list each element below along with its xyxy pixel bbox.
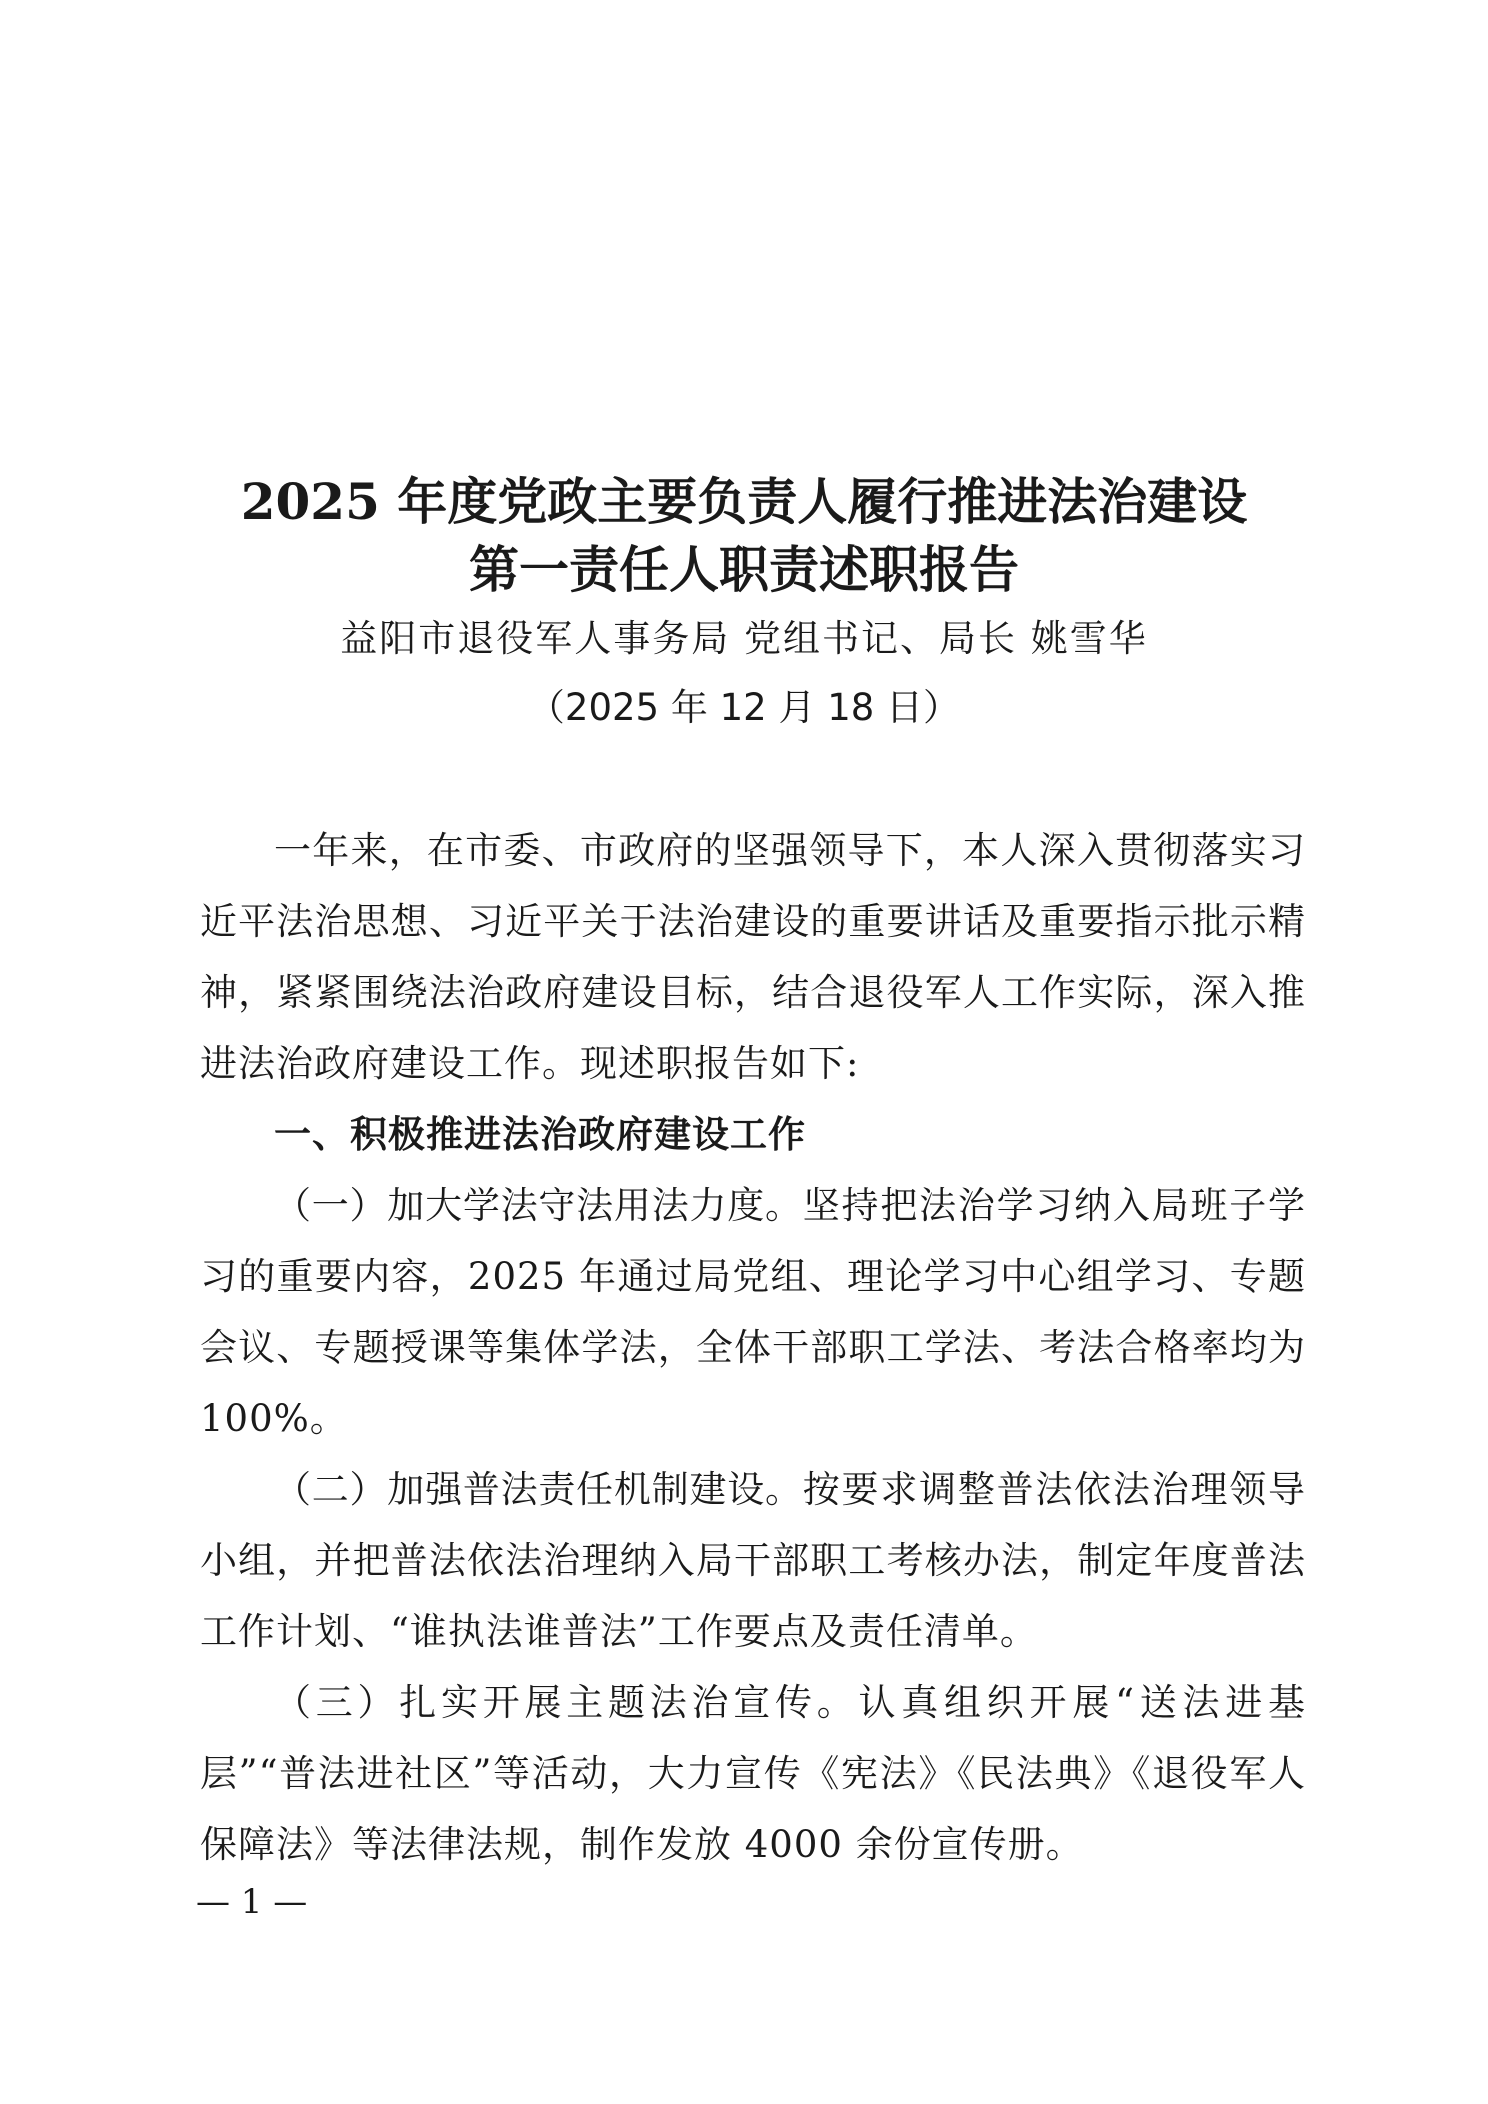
item-paragraph-1 — [200, 1170, 1306, 1454]
section-heading-1: 一、积极推进法治政府建设工作 — [274, 1113, 806, 1156]
item-text-2: 按要求调整普法依法治理领导小组，并把普法依法治理纳入局干部职工考核办法，制定年度普法工作计划、“谁执法谁普法”工作要点及责任清单。 — [200, 1468, 1307, 1653]
item-lead-1: （一）加大学法守法用法力度。 — [274, 1184, 803, 1227]
item-text-3: 认真组织开展“送法进基层”“普法进社区”等活动，大力宣传《宪法》《民法典》《退役军人保障法》等法律法规，制作发放 4000 余份宣传册。 — [200, 1681, 1306, 1866]
document-title-line-2: 第一责任人职责述职报告 — [469, 540, 1019, 599]
report-body — [200, 815, 1306, 1880]
item-text-1: 坚持把法治学习纳入局班子学习的重要内容，2025 年通过局党组、理论学习中心组学习、专题会议、专题授课等集体学法，全体干部职工学法、考法合格率均为 100%。 — [200, 1184, 1307, 1440]
item-paragraph-3 — [200, 1667, 1306, 1880]
document-title-line-1: 2025 年度党政主要负责人履行推进法治建设 — [240, 472, 1248, 531]
report-date: （2025 年 12 月 18 日） — [527, 686, 961, 729]
intro-paragraph: 一年来，在市委、市政府的坚强领导下，本人深入贯彻落实习近平法治思想、习近平关于法治建设的重要讲话及重要指示批示精神，紧紧围绕法治政府建设目标，结合退役军人工作实际，深入推进法治政府建设工作。现述职报告如下: — [200, 829, 1306, 1085]
item-lead-3: （三）扎实开展主题法治宣传。 — [274, 1681, 859, 1724]
author-line: 益阳市退役军人事务局 党组书记、局长 姚雪华 — [340, 617, 1148, 660]
page-number: — 1 — — [196, 1882, 308, 1922]
item-paragraph-2 — [200, 1454, 1306, 1667]
item-lead-2: （二）加强普法责任机制建设。 — [274, 1468, 803, 1511]
